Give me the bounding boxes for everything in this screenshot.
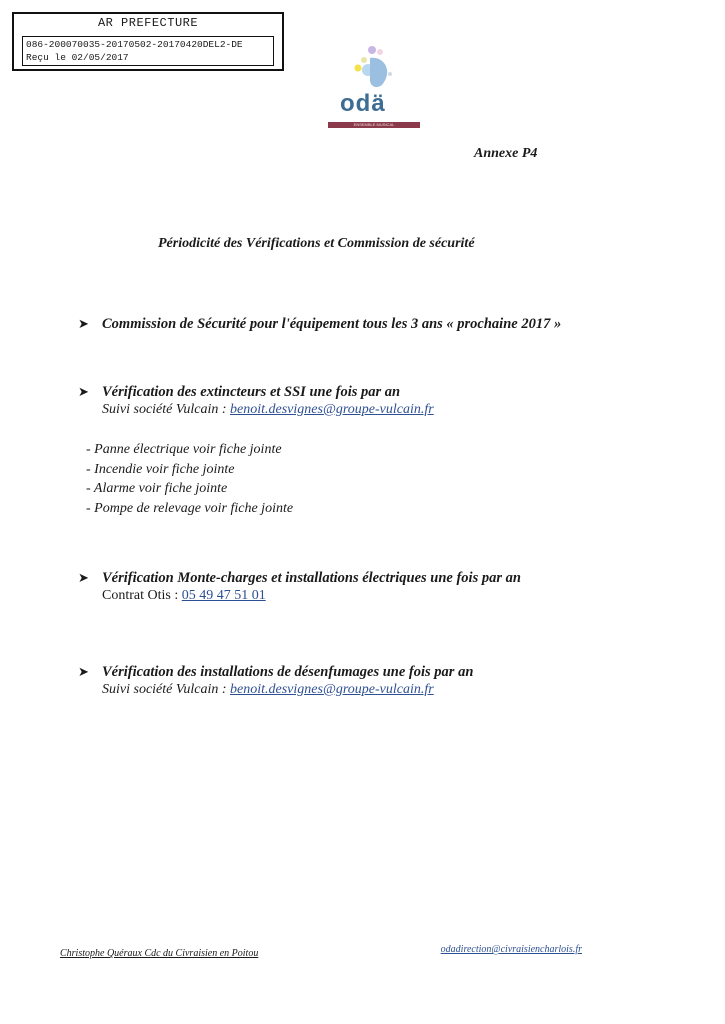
list-item: - Pompe de relevage voir fiche jointe: [86, 500, 294, 516]
contact-line: [78, 682, 473, 698]
logo-tagline: ENSEMBLE MUSICAL: [328, 122, 420, 128]
prefecture-stamp: [12, 12, 284, 71]
section-heading: Vérification des extincteurs et SSI une fois par an: [102, 384, 401, 400]
section-heading: Vérification Monte-charges et installations électriques une fois par an: [102, 570, 521, 586]
section-heading-line: [78, 664, 473, 681]
contact-phone-link[interactable]: 05 49 47 51 01: [181, 588, 266, 603]
section-monte-charges: [78, 570, 521, 604]
stamp-received-date: Reçu le 02/05/2017: [26, 52, 129, 63]
section-heading: Vérification des installations de désenfumages une fois par an: [102, 664, 474, 680]
contact-line: [78, 402, 434, 418]
section-heading-line: [78, 384, 434, 401]
contact-label: Contrat Otis :: [102, 588, 179, 603]
stamp-details: [22, 36, 274, 66]
contact-email-link[interactable]: benoit.desvignes@groupe-vulcain.fr: [230, 402, 434, 417]
stamp-reference: 086-200070035-20170502-20170420DEL2-DE: [26, 39, 243, 50]
section-extincteurs: [78, 384, 434, 418]
stamp-title: AR PREFECTURE: [97, 16, 199, 30]
arrow-bullet-icon: ➤: [78, 384, 89, 399]
arrow-bullet-icon: ➤: [78, 570, 89, 585]
list-item: - Alarme voir fiche jointe: [86, 481, 228, 496]
contact-label: Suivi société Vulcain :: [102, 402, 227, 417]
footer-author: Christophe Quéraux Cdc du Civraisien en Poitou: [60, 948, 259, 959]
annexe-label: Annexe P4: [474, 146, 538, 161]
arrow-bullet-icon: ➤: [78, 664, 89, 679]
contact-email-link[interactable]: benoit.desvignes@groupe-vulcain.fr: [230, 682, 434, 697]
list-item: - Incendie voir fiche jointe: [86, 461, 235, 477]
section-desenfumage: [78, 664, 473, 698]
list-item: - Panne électrique voir fiche jointe: [86, 442, 282, 457]
document-title: Périodicité des Vérifications et Commission de sécurité: [158, 236, 475, 251]
verification-list: [86, 440, 293, 518]
section-heading: Commission de Sécurité pour l'équipement tous les 3 ans « prochaine 2017 »: [102, 316, 562, 332]
logo-wordmark: odä: [340, 90, 386, 117]
contact-line: [78, 588, 521, 604]
arrow-bullet-icon: ➤: [78, 316, 89, 331]
page-footer: [60, 944, 582, 964]
section-heading-line: [78, 570, 521, 587]
oda-logo: [328, 40, 420, 130]
section-heading-line: [78, 316, 561, 333]
footer-email-link[interactable]: odadirection@civraisiencharlois.fr: [440, 944, 582, 955]
contact-label: Suivi société Vulcain :: [102, 682, 227, 697]
section-commission: [78, 316, 561, 333]
